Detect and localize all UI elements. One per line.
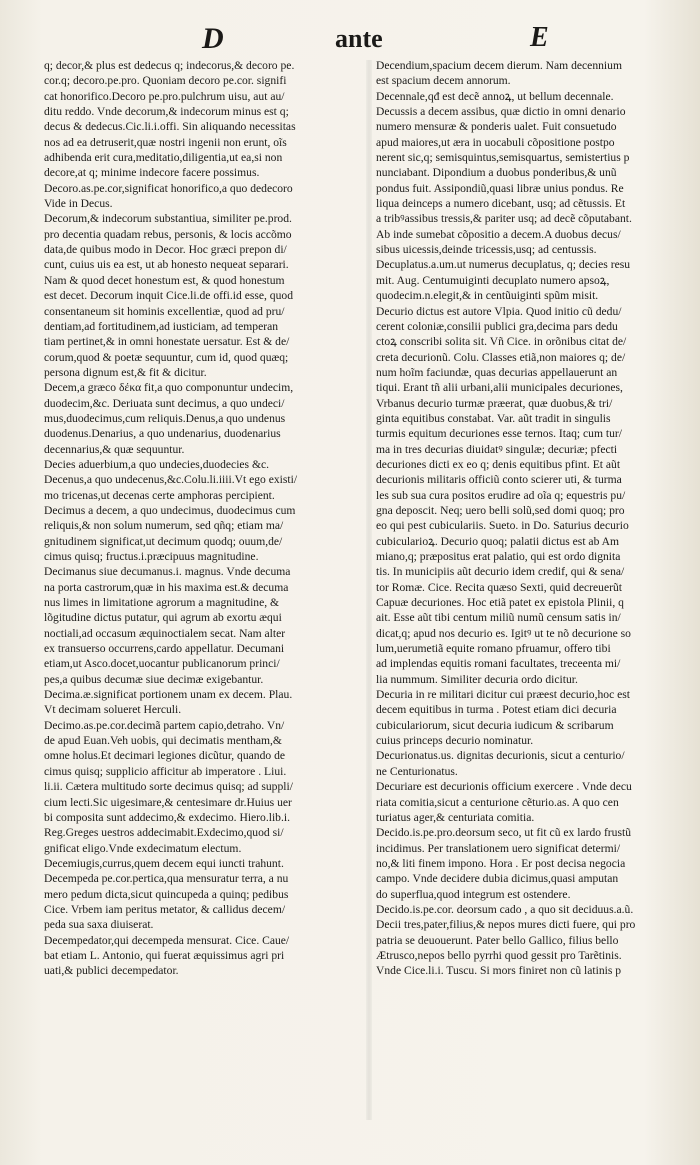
text-line: nerent sic,q; semisquintus,semisquartus, semistertius p [376, 151, 630, 165]
text-line: num hoĩm faciundæ, quas decurias appellauerunt an [376, 365, 618, 379]
text-line: consentaneum sit hominis excellentiæ, quod ad pru/ [44, 304, 285, 318]
text-line: ginta equitibus constabat. Var. aũt tradit in singulis [376, 411, 611, 425]
text-line: Ætrusco,nepos bello pyrrhi quod gessit pro Tarẽtinis. [376, 948, 622, 962]
text-line: Decimanus siue decumanus.i. magnus. Vnde decuma [44, 565, 291, 579]
text-line: Decennale,qđ est decẽ annoꝝ, ut bellum decennale. [376, 89, 614, 103]
text-line: cerent coloniæ,consilii publici gra,decima pars dedu [376, 319, 618, 333]
text-line: ctoꝝ conscribi solita sit. Vñ Cice. in orõnibus citat de/ [376, 335, 627, 349]
column-gutter [366, 60, 372, 1120]
text-line: Vnde Cice.li.i. Tuscu. Si mors finiret non cũ latinis p [376, 964, 622, 978]
text-line: Reg.Greges uestros addecimabit.Exdecimo,quod si/ [44, 826, 284, 840]
text-line: Decimo.as.pe.cor.decimã partem capio,detraho. Vn/ [44, 718, 285, 732]
text-line: decennarius,& quæ sequuntur. [44, 442, 185, 456]
text-line: lum,uerumetiã equite romano pfruamur, offero tibi [376, 642, 611, 656]
text-line: nunciabant. Dipondium a duobus ponderibus,& unũ [376, 166, 617, 180]
text-line: Decempedator,qui decempeda mensurat. Cice. Caue/ [44, 933, 290, 947]
text-line: quodecim.n.elegit,& in centũuiginti spũm misit. [376, 289, 599, 303]
text-line: cuius princeps decurio nominatur. [376, 734, 534, 748]
text-line: Decuplatus.a.um.ut numerus decuplatus, q; decies resu [376, 258, 631, 272]
text-line: no,& liti finem impono. Hora . Er post decisa negocia [376, 856, 626, 870]
text-line: tiam pertinet,& in omni honestate uersatur. Est & de/ [44, 335, 290, 349]
text-line: decus & dedecus.Cic.li.i.offi. Sin aliquando necessitas [44, 120, 296, 134]
text-line: mit. Aug. Centumuiginti decuplato numero apsoꝝ, [376, 273, 610, 287]
text-line: turmis equitum decuriones esse ternos. Itaq; cum tur/ [376, 427, 622, 441]
text-line: Capuæ decuriones. Hoc etiã patet ex epistola Plinii, q [376, 596, 624, 610]
text-line: Decem,a græco δέκα fit,a quo componuntur undecim, [44, 381, 294, 395]
text-line: Decimus a decem, a quo undecimus, duodecimus cum [44, 503, 296, 517]
text-line: omne holus.Et decimari legiones dicũtur, quando de [44, 749, 286, 763]
text-line: Decurio dictus est autore Vlpia. Quod initio cũ dedu/ [376, 304, 622, 318]
text-line: li.ii. Cætera multitudo sorte decimus quisq; ad suppli/ [44, 780, 293, 794]
text-line: ditu reddo. Vnde decorum,& indecorum minus est q; [44, 105, 289, 119]
text-line: mus,duodecimus,cum reliquis.Denus,a quo undenus [44, 411, 286, 425]
text-line: pro decentia quadam rebus, personis, & locis accõmo [44, 227, 292, 241]
text-line: reliquis,& non solum numerum, sed qñq; etiam ma/ [44, 519, 284, 533]
left-text-column [44, 58, 364, 1138]
text-line: Decido.is.pe.cor. deorsum cado , a quo sit deciduus.a.ũ. [376, 902, 634, 916]
text-line: data,de quibus modo in Decor. Hoc græci prepon di/ [44, 243, 287, 257]
text-line: nos ad ea detruserit,quæ nostri ingenii non erunt, oĩs [44, 135, 287, 149]
text-line: ad implendas equitis romani facultates, treceenta mi/ [376, 657, 621, 671]
text-line: liqua deinceps a numero dicebant, usq; ad cẽtussis. Et [376, 197, 626, 211]
text-line: Decemiugis,currus,quem decem equi iuncti trahunt. [44, 856, 284, 870]
text-line: Decima.æ.significat portionem unam ex decem. Plau. [44, 688, 293, 702]
text-line: cor.q; decoro.pe.pro. Quoniam decoro pe.cor. signifi [44, 74, 287, 88]
text-line: eo qui pest cubiculariis. Sueto. in Do. Saturius decurio [376, 519, 629, 533]
text-line: les sub sua cura positos erudire ad oĩa q; equestris pu/ [376, 488, 626, 502]
text-line: mero pedum dicta,sicut quincupeda a quinq; pedibus [44, 887, 289, 901]
text-line: Decido.is.pe.pro.deorsum seco, ut fit cũ ex lardo frustũ [376, 826, 631, 840]
text-line: Nam & quod decet honestum est, & quod honestum [44, 273, 285, 287]
text-line: Decii tres,pater,filius,& nepos mures dicti fuere, qui pro [376, 918, 636, 932]
text-line: gnificat eligo.Vnde exdecimatum electum. [44, 841, 242, 855]
text-line: Decies aduerbium,a quo undecies,duodecies &c. [44, 457, 270, 471]
text-line: patria se deuouerunt. Pater bello Gallico, filius bello [376, 933, 619, 947]
text-line: decem equitibus in turma . Potest etiam dici decuria [376, 703, 617, 717]
text-line: na porta castrorum,quæ in his maxima est.& decuma [44, 580, 289, 594]
text-line: do superflua,quod integrum est ostendere. [376, 887, 571, 901]
text-line: q; decor,& plus est dedecus q; indecorus,& decoro pe. [44, 59, 295, 72]
text-line: a tribꝰassibus tressis,& pariter usq; ad decẽ cõputabant. [376, 212, 632, 226]
text-line: tis. In municipiis aũt decurio idem credif, qui & sena/ [376, 565, 625, 579]
header-left-letter: D [202, 22, 224, 55]
header-right-letter: E [530, 22, 549, 53]
running-header [0, 22, 700, 58]
text-line: cubiculariorum, sicut decuria iudicum & scribarum [376, 718, 614, 732]
text-line: ne Centurionatus. [376, 764, 458, 778]
text-line: Decempeda pe.cor.pertica,qua mensuratur terra, a nu [44, 872, 289, 886]
text-line: etiam,ut Asco.docet,uocantur publicanorum princi/ [44, 657, 280, 671]
text-line: numero mensuræ & ponderis ualet. Fuit consuetudo [376, 120, 617, 134]
text-line: Decoro.as.pe.cor,significat honorifico,a quo dedecoro [44, 181, 293, 195]
text-line: cimus quisq; fructus.i.præcipuus magnitudine. [44, 550, 259, 563]
text-line: ma in tres decurias diuidatꝰ singulæ; decuriæ; pfecti [376, 442, 618, 456]
text-line: Decuria in re militari dicitur cui præest decurio,hoc est [376, 688, 631, 702]
text-line: tor Romæ. Cice. Recita quæso Sexti, quid decreuerũt [376, 580, 622, 594]
text-line: decurionis militaris officiũ conto scierer uti, & turma [376, 473, 622, 487]
text-line: riata comitia,sicut a centurione cẽturio.as. A quo cen [376, 795, 619, 809]
text-line: ait. Esse aũt tibi centum miliũ numũ censum satis in/ [376, 611, 621, 625]
text-line: pes,a quibus decumæ siue decimæ exigebantur. [44, 672, 264, 686]
text-line: adhibenda erit cura,meditatio,diligentia,ut ea,si non [44, 151, 283, 165]
text-line: gna deposcit. Neq; uero belli solũ,sed domi quoq; pro [376, 503, 625, 517]
text-line: cimus quisq; supplicio afficitur ab imperatore . Liui. [44, 764, 287, 778]
text-line: dentiam,ad fortitudinem,ad iusticiam, ad temperan [44, 319, 279, 333]
text-line: est spacium decem annorum. [376, 74, 511, 88]
text-line: bat etiam L. Antonio, qui fuerat æquissimus agri pri [44, 948, 285, 962]
text-line: creta decurionũ. Colu. Classes etiã,non maiores q; de/ [376, 350, 626, 364]
text-line: mo tricenas,ut decenas certe amphoras percipient. [44, 488, 275, 502]
text-line: dicat,q; apud nos decurio es. Igitꝰ ut te nõ decurione so [376, 626, 631, 640]
text-line: Decussis a decem assibus, quæ dictio in omni denario [376, 105, 626, 119]
text-line: decuriones dicti ex eo q; denis equitibus pfint. Et aũt [376, 457, 621, 471]
text-line: noctiali,ad occasum æquinoctialem secat. Nam alter [44, 626, 286, 640]
text-line: persona dignum est,& fit & dicitur. [44, 365, 207, 379]
text-line: duodenus.Denarius, a quo undenarius, duodenarius [44, 427, 281, 441]
text-line: ex transuerso occurrens,cardo appellatur. Decumani [44, 642, 285, 656]
text-line: decore,at q; minime indecore facere possimus. [44, 166, 260, 180]
text-line: cunt, cuius uis ea est, ut ab honesto nequeat separari. [44, 258, 289, 272]
text-line: Decurionatus.us. dignitas decurionis, sicut a centurio/ [376, 749, 625, 763]
text-line: pondus fuit. Assipondiũ,quasi libræ unius pondus. Re [376, 181, 624, 195]
text-line: Ab inde sumebat cõpositio a decem.A duobus decus/ [376, 227, 621, 241]
text-line: Decenus,a quo undecenus,&c.Colu.li.iiii.Vt ego existi/ [44, 473, 298, 487]
text-line: turiatus ager,& centuriata comitia. [376, 810, 535, 824]
text-line: Decendium,spacium decem dierum. Nam decennium [376, 59, 622, 72]
text-line: tiqui. Erant tñ alii urbani,alii municipales decuriones, [376, 381, 623, 395]
text-line: peda sua saxa diuiserat. [44, 918, 154, 932]
text-line: uati,& publici decempedator. [44, 964, 179, 978]
text-line: Vrbanus decurio turmæ præerat, quæ duobus,& tri/ [376, 396, 613, 410]
text-line: sibus uicessis,deinde tricessis,usq; ad centussis. [376, 243, 597, 257]
text-line: Vide in Decus. [44, 197, 113, 211]
text-line: campo. Vnde decidere dubia dicimus,quasi amputan [376, 872, 619, 886]
text-line: bi composita sunt addecimo,& exdecimo. Hiero.lib.i. [44, 810, 290, 824]
text-line: est decet. Decorum inquit Cice.li.de offi.id esse, quod [44, 289, 293, 303]
text-line: apud maiores,ut æra in uocabuli cõpositione postpo [376, 135, 615, 149]
text-line: Cice. Vrbem iam peritus metator, & callidus decem/ [44, 902, 286, 916]
header-center-word: ante [335, 24, 383, 53]
text-line: Decorum,& indecorum substantiua, similiter pe.prod. [44, 212, 292, 226]
text-line: duodecim,&c. Deriuata sunt decimus, a quo undeci/ [44, 396, 285, 410]
text-line: Vt decimam solueret Herculi. [44, 703, 182, 717]
text-line: de apud Euan.Veh uobis, qui decimatis mentham,& [44, 734, 282, 748]
text-line: incidimus. Per translationem uero significat determi/ [376, 841, 621, 855]
text-line: lia nummum. Similiter decuria ordo dicitur. [376, 672, 578, 686]
text-line: gnitudinem significat,ut decimum quodq; ouum,de/ [44, 534, 283, 548]
text-line: Decuriare est decurionis officium exercere . Vnde decu [376, 780, 632, 794]
text-line: nus limes in limitatione agrorum a magnitudine, & [44, 596, 280, 610]
text-line: cat honorifico.Decoro pe.pro.pulchrum uisu, aut au/ [44, 89, 285, 103]
text-line: cubicularioꝝ. Decurio quoq; palatii dictus est ab Am [376, 534, 620, 548]
text-line: miano,q; præpositus erat palatio, qui est ordo dignita [376, 550, 621, 563]
right-text-column [376, 58, 688, 1138]
text-line: corum,quod & poetæ sequuntur, cum id, quod quæq; [44, 350, 289, 364]
text-line: cium lecti.Sic uigesimare,& centesimare dr.Huius uer [44, 795, 292, 809]
text-line: lõgitudine dictus putatur, qui agrum ab exortu æqui [44, 611, 282, 625]
